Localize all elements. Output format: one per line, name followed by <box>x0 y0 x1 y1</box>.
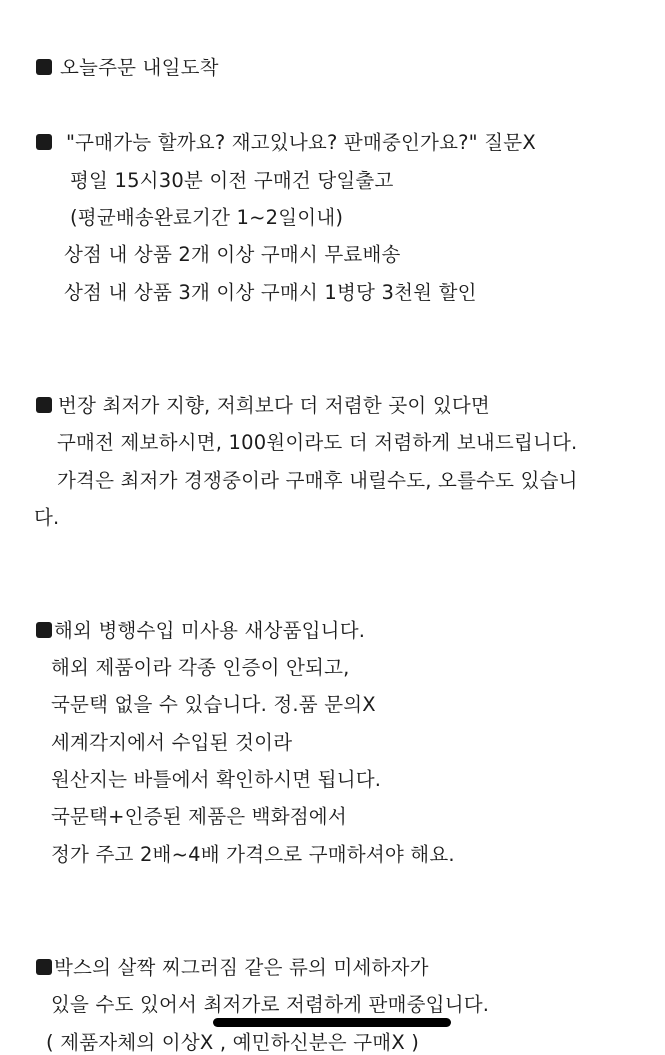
stock-line: 평일 15시30분 이전 구매건 당일출고 <box>70 169 394 192</box>
shipping-title: 오늘주문 내일도착 <box>60 56 219 79</box>
price-heading-row <box>36 394 490 418</box>
price-heading: 번장 최저가 지향, 저희보다 더 저렴한 곳이 있다면 <box>58 394 490 417</box>
import-line: 국문택 없을 수 있습니다. 정.품 문의X <box>51 693 376 716</box>
stock-line: 상점 내 상품 3개 이상 구매시 1병당 3천원 할인 <box>64 281 477 304</box>
highlight-underline <box>213 1018 451 1027</box>
square-bullet-icon <box>36 59 52 75</box>
import-heading-row <box>36 619 365 643</box>
stock-heading: "구매가능 할까요? 재고있나요? 판매중인가요?" 질문X <box>66 131 536 154</box>
import-line: 원산지는 바틀에서 확인하시면 됩니다. <box>51 768 382 791</box>
shipping-title-row <box>36 56 219 80</box>
import-heading: 해외 병행수입 미사용 새상품입니다. <box>54 619 366 642</box>
square-bullet-icon <box>36 959 52 975</box>
box-heading-row <box>36 956 429 980</box>
import-line: 세계각지에서 수입된 것이라 <box>51 731 293 754</box>
stock-line: 상점 내 상품 2개 이상 구매시 무료배송 <box>64 243 401 266</box>
square-bullet-icon <box>36 397 52 413</box>
import-line: 정가 주고 2배~4배 가격으로 구매하셔야 해요. <box>51 843 455 866</box>
stock-heading-row <box>36 131 536 155</box>
box-heading: 박스의 살짝 찌그러짐 같은 류의 미세하자가 <box>54 956 429 979</box>
import-line: 국문택+인증된 제품은 백화점에서 <box>51 805 347 828</box>
import-line: 해외 제품이라 각종 인증이 안되고, <box>51 656 350 679</box>
price-line: 가격은 최저가 경쟁중이라 구매후 내릴수도, 오를수도 있습니 <box>57 469 578 492</box>
square-bullet-icon <box>36 622 52 638</box>
square-bullet-icon <box>36 134 52 150</box>
box-cut-line: ( 제품자체의 이상X , 예민하신분은 구매X ) <box>46 1031 420 1054</box>
stock-line: (평균배송완료기간 1~2일이내) <box>70 206 344 229</box>
box-line: 있을 수도 있어서 최저가로 저렴하게 판매중입니다. <box>51 993 490 1016</box>
price-line: 다. <box>34 506 60 529</box>
price-line: 구매전 제보하시면, 100원이라도 더 저렴하게 보내드립니다. <box>57 431 578 454</box>
